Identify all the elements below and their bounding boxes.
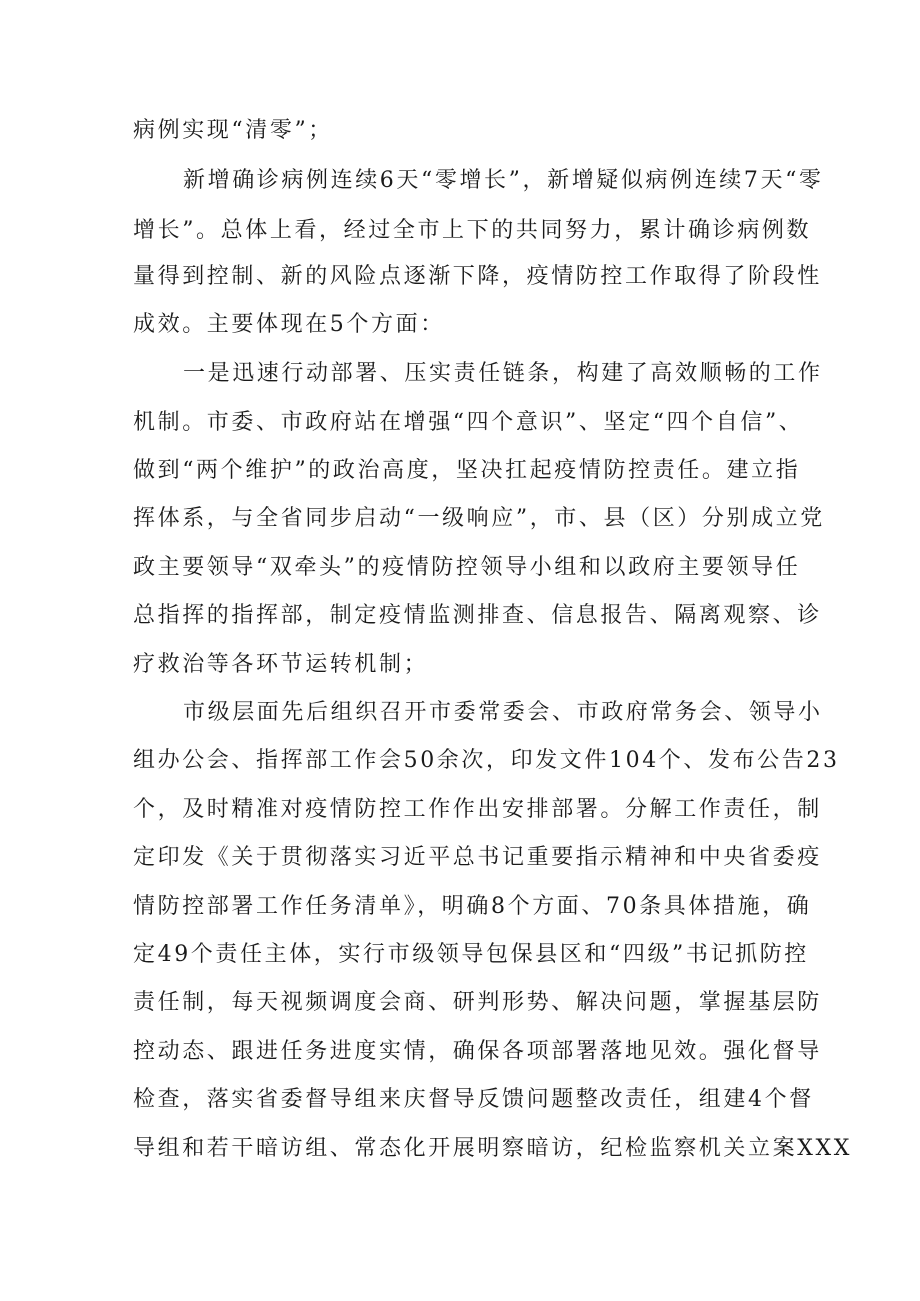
text-line: 导组和若干暗访组、常态化开展明察暗访，纪检监察机关立案XXX	[133, 1136, 852, 1161]
paragraph-start-line: 一是迅速行动部署、压实责任链条，构建了高效顺畅的工作	[183, 361, 823, 386]
text-line: 定印发《关于贯彻落实习近平总书记重要指示精神和中央省委疫	[133, 845, 822, 870]
text-line: 量得到控制、新的风险点逐渐下降，疫情防控工作取得了阶段性	[133, 264, 822, 289]
text-line: 病例实现“清零”；	[133, 118, 333, 143]
text-line: 检查，落实省委督导组来庆督导反馈问题整改责任，组建4个督	[133, 1087, 814, 1112]
text-line: 情防控部署工作任务清单》，明确8个方面、70条具体措施，确	[133, 894, 812, 919]
text-line: 挥体系，与全省同步启动“一级响应”，市、县（区）分别成立党	[133, 506, 825, 531]
text-line: 总指挥的指挥部，制定疫情监测排查、信息报告、隔离观察、诊	[133, 603, 822, 628]
text-line: 个，及时精准对疫情防控工作作出安排部署。分解工作责任，制	[133, 797, 822, 822]
text-line: 控动态、跟进任务进度实情，确保各项部署落地见效。强化督导	[133, 1039, 822, 1064]
text-line: 做到“两个维护”的政治高度，坚决扛起疫情防控责任。建立指	[133, 458, 801, 483]
text-line: 定49个责任主体，实行市级领导包保县区和“四级”书记抓防控	[133, 942, 809, 967]
text-line: 责任制，每天视频调度会商、研判形势、解决问题，掌握基层防	[133, 990, 822, 1015]
text-line: 机制。市委、市政府站在增强“四个意识”、坚定“四个自信”、	[133, 410, 804, 435]
text-line: 组办公会、指挥部工作会50余次，印发文件104个、发布公告23	[133, 748, 840, 773]
text-line: 成效。主要体现在5个方面：	[133, 312, 445, 337]
text-line: 政主要领导“双牵头”的疫情防控领导小组和以政府主要领导任	[133, 555, 801, 580]
paragraph-start-line: 市级层面先后组织召开市委常委会、市政府常务会、领导小	[183, 700, 823, 725]
text-line: 疗救治等各环节运转机制；	[133, 652, 429, 677]
paragraph-start-line: 新增确诊病例连续6天“零增长”，新增疑似病例连续7天“零	[183, 168, 824, 193]
text-line: 增长”。总体上看，经过全市上下的共同努力，累计确诊病例数	[133, 218, 812, 243]
